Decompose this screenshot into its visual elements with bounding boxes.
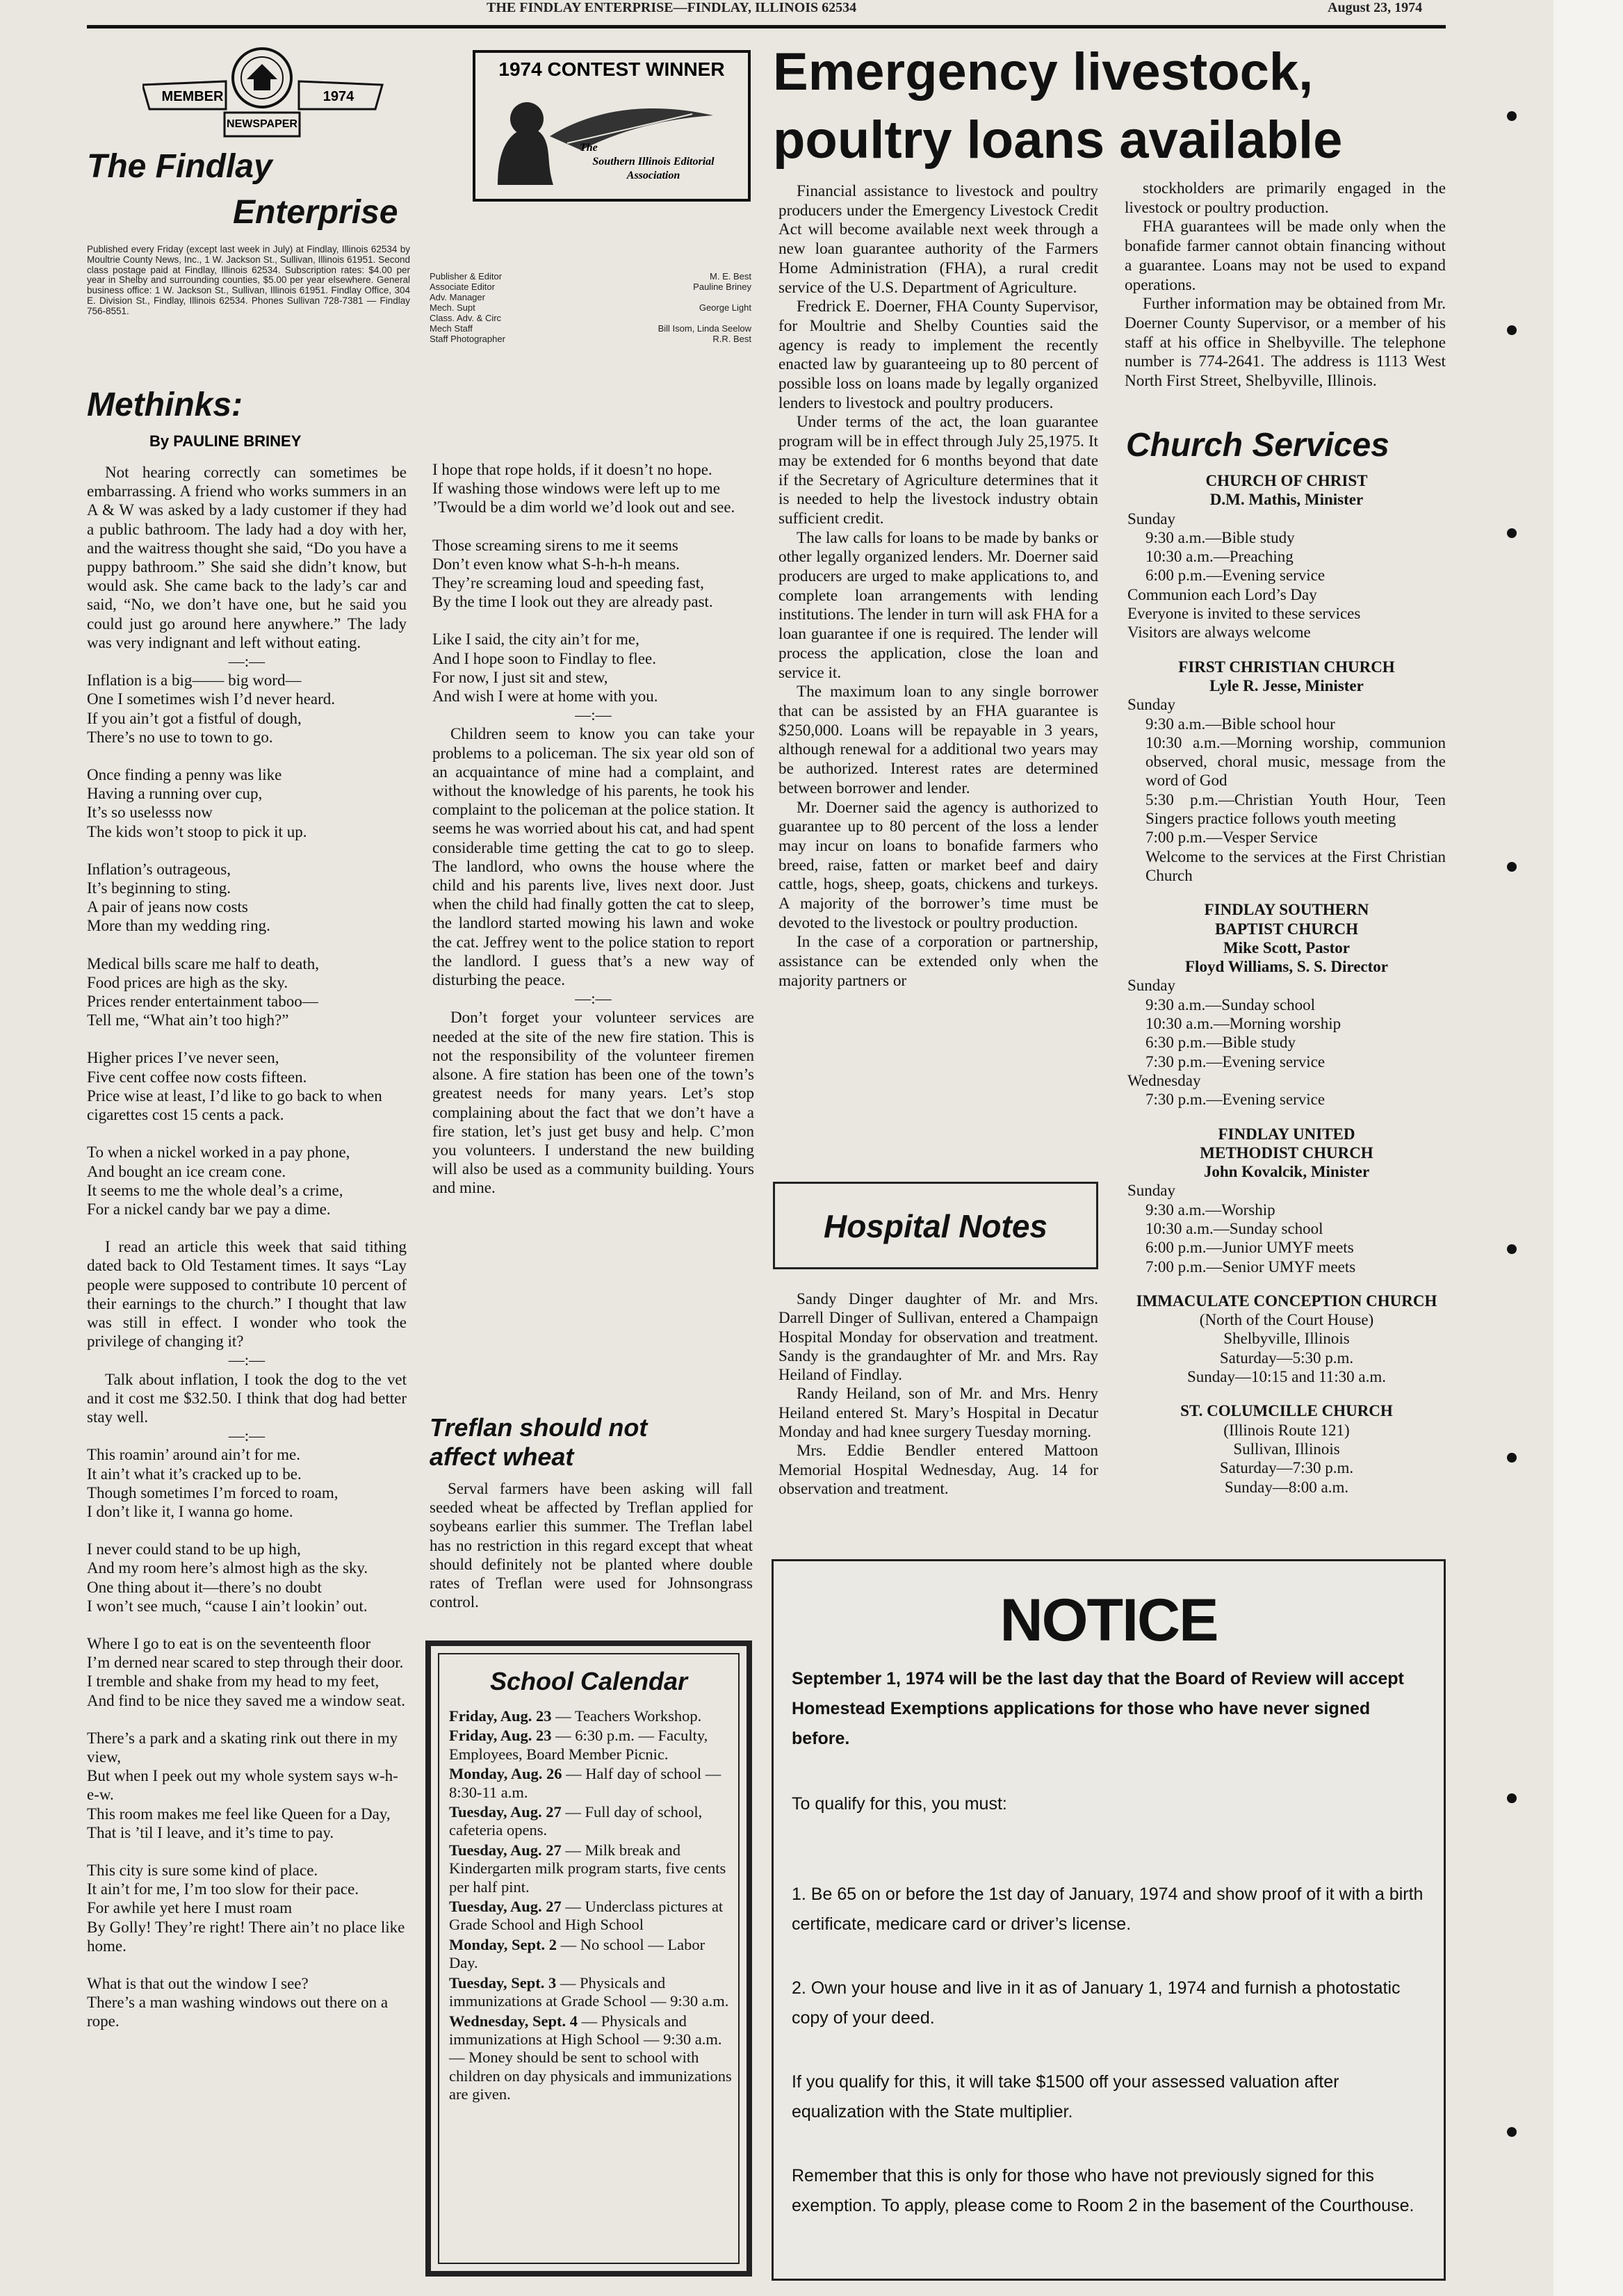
member-label: MEMBER [161, 89, 224, 104]
calendar-entry [449, 1936, 733, 1973]
calendar-entry [449, 1803, 733, 1840]
verse-line: That is ’til I leave, and it’s time to pay. [87, 1823, 334, 1841]
calendar-date: Monday, Sept. 2 [449, 1935, 557, 1953]
verse-line: Inflation’s outrageous, [87, 860, 231, 878]
church-name: Mike Scott, Pastor [1223, 938, 1351, 956]
binder-hole-icon [1507, 1453, 1517, 1463]
verse-line: Higher prices I’ve never seen, [87, 1049, 279, 1067]
church-name: D.M. Mathis, Minister [1209, 491, 1364, 509]
verse-line: Price wise at least, I’d like to go back to when cigarettes cost 15 cents a pack. [87, 1086, 382, 1124]
section-separator: —:— [228, 1351, 266, 1369]
service-time: 7:00 p.m.—Senior UMYF meets [1145, 1257, 1356, 1276]
service-day: Sunday [1127, 1182, 1175, 1200]
stanza-gap [87, 1615, 407, 1634]
verse-line: I’m derned near scared to step through their door. [87, 1654, 404, 1672]
verse-line: I tremble and shake from my head to my feet, [87, 1672, 380, 1691]
church-name: METHODIST CHURCH [1200, 1143, 1373, 1162]
calendar-text: — No school — Labor Day. [449, 1935, 706, 1972]
stanza-gap [87, 1029, 407, 1048]
binder-hole-icon [1507, 2127, 1517, 2137]
verse-stanza [87, 765, 407, 841]
verse-line: I hope that rope holds, if it doesn’t no hope. [432, 461, 712, 478]
binder-hole-icon [1507, 528, 1517, 538]
paragraph: Don’t forget your volunteer services are needed at the site of the new fire station. This is not the responsibility of the volunteer firemen alsone. A fire station has been one of the town’s greatest needs for many years. Let’s stop complaining about the fact that we don’t have a fire station, let’s just get busy and help. C’mon you volunteers. I understand the new building will also be used as a community building. Yours and mine. [432, 1009, 754, 1197]
calendar-entry [449, 1765, 733, 1802]
methinks-title: Methinks: [87, 386, 243, 423]
verse-line: There’s no use to town to go. [87, 728, 273, 746]
calendar-date: Tuesday, Sept. 3 [449, 1973, 557, 1992]
church-entry [1127, 471, 1446, 642]
paragraph: FHA guarantees will be made only when the bonafide farmer cannot obtain financing without a guarantee. Loans may not be used to expand operations. [1125, 218, 1446, 294]
service-time: 5:30 p.m.—Christian Youth Hour, Teen Singers practice follows youth meeting [1145, 790, 1446, 828]
verse-line: For a nickel candy bar we pay a dime. [87, 1200, 331, 1218]
paragraph: stockholders are primarily engaged in the livestock or poultry production. [1125, 179, 1446, 217]
service-time: Welcome to the services at the First Christian Church [1145, 847, 1446, 884]
calendar-date: Tuesday, Aug. 27 [449, 1898, 562, 1916]
contest-sub2: Southern Illinois Editorial [592, 156, 715, 168]
verse-line: Where I go to eat is on the seventeenth floor [87, 1634, 371, 1652]
notice-qualify: To qualify for this, you must: [792, 1794, 1007, 1814]
church-entry [1127, 1401, 1446, 1496]
church-name: ST. COLUMCILLE CHURCH [1180, 1402, 1393, 1420]
verse-line: I never could stand to be up high, [87, 1540, 301, 1558]
paragraph: Financial assistance to livestock and poultry producers under the Emergency Livestock Credit Act will become available next week through a new loan guarantee authority of the Farmers Home Administration (FHA), a rural credit service of the U.S. Department of Agriculture. [778, 182, 1098, 297]
verse-line: If you ain’t got a fistful of dough, [87, 709, 302, 727]
verse-line: The kids won’t stoop to pick it up. [87, 822, 307, 840]
verse-line: It’s so uselesss now [87, 804, 213, 822]
service-info: Saturday—5:30 p.m. [1219, 1349, 1354, 1367]
notice-benefit: If you qualify for this, it will take $1500 off your assessed valuation after equalization with the State multiplier. [792, 2072, 1339, 2122]
calendar-entry [449, 1707, 733, 1725]
treflan-headline [430, 1413, 647, 1472]
church-name: FINDLAY SOUTHERN [1204, 901, 1369, 919]
binder-hole-icon [1507, 862, 1517, 872]
verse-line: And wish I were at home with you. [432, 687, 658, 706]
verse-line: To when a nickel worked in a pay phone, [87, 1143, 350, 1162]
verse-line: And bought an ice cream cone. [87, 1162, 286, 1180]
calendar-date: Friday, Aug. 23 [449, 1727, 552, 1745]
church-services-title: Church Services [1126, 427, 1389, 464]
staff-row: Class. Adv. & Circ [430, 313, 502, 323]
service-time: 6:00 p.m.—Evening service [1145, 567, 1326, 585]
methinks-byline: By PAULINE BRINEY [149, 432, 302, 450]
school-calendar-box [425, 1640, 752, 2277]
paragraph: I read an article this week that said tithing dated back to Old Testament times. It says “Lay people were supposed to contribute 10 percent of their earnings to the church.” I thought that law was still in effect. I wonder who took the privilege of changing it? [87, 1238, 407, 1351]
stanza-gap [87, 1710, 407, 1729]
service-time: 7:30 p.m.—Evening service [1145, 1052, 1326, 1070]
page-margin-strip [1553, 0, 1623, 2296]
verse-line: It seems to me the whole deal’s a crime, [87, 1181, 343, 1199]
service-time: 9:30 a.m.—Bible study [1145, 528, 1295, 546]
stanza-gap [87, 841, 407, 860]
verse-stanza [87, 1048, 407, 1124]
verse-line: Food prices are high as the sky. [87, 973, 288, 991]
paragraph: Sandy Dinger daughter of Mr. and Mrs. Darrell Dinger of Sullivan, entered a Champaign Hospital Monday for observation and treatment. Sandy is the grandaughter of Mr. and Mrs. Ray Heiland of Findlay. [778, 1290, 1098, 1384]
verse-line: But when I peek out my whole system says w-h-e-w. [87, 1767, 398, 1804]
paragraph: The maximum loan to any single borrower that can be assisted by an FHA guarantee is $250,000. Loans will be repayable in 3 years, although renewal for a additional two years may be authorized. Interest rates are determined between borrower and lender. [778, 683, 1098, 797]
calendar-text: — Half day of school — 8:30-11 a.m. [449, 1765, 721, 1801]
stanza-gap [87, 1219, 407, 1237]
verse-line: Medical bills scare me half to death, [87, 954, 320, 972]
binder-hole-icon [1507, 111, 1517, 121]
calendar-text: — Full day of school, cafeteria opens. [449, 1803, 703, 1839]
verse-line: By Golly! They’re right! There ain’t no place like home. [87, 1918, 405, 1955]
stanza-gap [87, 1955, 407, 1974]
verse-stanza [87, 954, 407, 1030]
service-day: Sunday [1127, 696, 1175, 714]
hospital-notes-box [773, 1182, 1098, 1269]
paragraph: In the case of a corporation or partnership, assistance can be extended only when the majority partners or [778, 933, 1098, 990]
folio-date: August 23, 1974 [1328, 0, 1423, 15]
calendar-date: Friday, Aug. 23 [449, 1707, 552, 1725]
contest-winner-box [473, 50, 751, 202]
verse-line: And my room here’s almost high as the sky. [87, 1559, 368, 1577]
calendar-text: — Physicals and immunizations at Grade School — 9:30 a.m. [449, 1973, 729, 2010]
school-calendar-title: School Calendar [489, 1667, 688, 1695]
calendar-entry [449, 1974, 733, 2011]
calendar-date: Tuesday, Aug. 27 [449, 1841, 562, 1859]
verse-stanza [432, 460, 754, 517]
contest-sub1: The [580, 142, 598, 154]
verse-line: What is that out the window I see? [87, 1975, 309, 1993]
verse-stanza [87, 1861, 407, 1955]
folio-center: THE FINDLAY ENTERPRISE—FINDLAY, ILLINOIS 62534 [487, 0, 857, 15]
binder-hole-icon [1507, 325, 1517, 335]
publication-info: Published every Friday (except last week in July) at Findlay, Illinois 62534 by Moultrie County News, Inc., 1 W. Jackson St., Sullivan, Illinois 61951. Second class postage paid at Findlay, Illinois 62534. Subscription rates: $4.00 per year in Shelby and surrounding counties, $5.00 per year elsewhere. General business office: 1 W. Jackson St., Sullivan, Illinois 61951. Findlay Office, 304 E. Division St., Findlay, Illinois 62534. Phones Sullivan 728-7381 — Findlay 756-8551. [87, 244, 410, 316]
church-entry [1127, 900, 1446, 1109]
binder-hole-icon [1507, 1793, 1517, 1803]
verse-line: Prices render entertainment taboo— [87, 993, 318, 1011]
church-name: BAPTIST CHURCH [1215, 920, 1358, 938]
nameplate-line1: The Findlay [87, 148, 272, 185]
calendar-entry [449, 1841, 733, 1896]
verse-line: And I hope soon to Findlay to flee. [432, 649, 656, 667]
service-time: 10:30 a.m.—Morning worship, communion observed, choral music, message from the word of God [1145, 733, 1446, 790]
church-name: IMMACULATE CONCEPTION CHURCH [1136, 1292, 1437, 1310]
hospital-notes-body [778, 1289, 1098, 1498]
service-time: 6:30 p.m.—Bible study [1145, 1034, 1296, 1052]
calendar-date: Tuesday, Aug. 27 [449, 1803, 562, 1821]
staff-row: Associate Editor Pauline Briney [430, 282, 751, 292]
verse-stanza [87, 1974, 407, 2031]
notice-lead: September 1, 1974 will be the last day that the Board of Review will accept Homestead Exemptions applications for those who have never signed before. [792, 1669, 1404, 1748]
verse-line: It’s beginning to sting. [87, 879, 231, 897]
church-name: Lyle R. Jesse, Minister [1209, 676, 1364, 694]
verse-stanza [87, 1729, 407, 1842]
service-day: Everyone is invited to these services [1127, 605, 1361, 623]
section-separator: —:— [228, 1427, 266, 1445]
church-services-list [1127, 471, 1446, 1512]
verse-stanza [87, 860, 407, 936]
service-info: Sullivan, Illinois [1233, 1440, 1340, 1458]
verse-line: There’s a park and a skating rink out there in my view, [87, 1729, 398, 1766]
verse-line: This roamin’ around ain’t for me. [87, 1446, 301, 1464]
verse-stanza [87, 1143, 407, 1219]
paragraph: Mr. Doerner said the agency is authorized to guarantee up to 80 percent of the loss a lender may incur on loans to bonafide farmers who breed, raise, fatten or market beef and dairy cattle, hogs, sheep, goats, chickens and turkeys. A majority of the borrower’s time must be devoted to the livestock or poultry production. [778, 798, 1098, 932]
verse-line: This room makes me feel like Queen for a Day, [87, 1805, 391, 1823]
staff-row: Mech. Supt George Light [430, 302, 751, 313]
livestock-headline [773, 38, 1342, 174]
school-calendar-list [449, 1707, 733, 2106]
service-time: 7:00 p.m.—Vesper Service [1145, 829, 1318, 847]
stanza-gap [87, 936, 407, 954]
service-day: Sunday [1127, 977, 1175, 995]
stanza-gap [87, 747, 407, 765]
service-time: 10:30 a.m.—Morning worship [1145, 1015, 1341, 1033]
verse-line: They’re screaming loud and speeding fast, [432, 574, 704, 592]
verse-line: One I sometimes wish I’d never heard. [87, 690, 336, 708]
verse-line: Having a running over cup, [87, 785, 263, 803]
verse-line: For now, I just sit and stew, [432, 668, 608, 686]
stanza-gap [87, 1842, 407, 1861]
methinks-column-1 [87, 463, 407, 2263]
calendar-text: — Physicals and immunizations at High School — 9:30 a.m. — Money should be sent to school with children on day physicals and immunizations are given. [449, 2012, 732, 2103]
service-time: 9:30 a.m.—Bible school hour [1145, 715, 1335, 733]
livestock-column-1 [778, 182, 1098, 991]
livestock-headline-line2: poultry loans available [773, 111, 1343, 170]
methinks-column-2 [432, 460, 754, 1426]
binder-hole-icon [1507, 1244, 1517, 1254]
nameplate-line2: Enterprise [233, 194, 398, 231]
paragraph: The law calls for loans to be made by banks or other legally organized lenders. Mr. Doerner said producers are urged to make applications to, and complete loan arrangements with lending institutions. The lender in turn will ask FHA for a loan guarantee if one is required. The lender will process the application, close the loan and service it. [778, 528, 1098, 682]
service-day: Wednesday [1127, 1071, 1201, 1089]
verse-stanza [432, 630, 754, 706]
church-name: John Kovalcik, Minister [1203, 1163, 1370, 1181]
church-entry [1127, 1292, 1446, 1386]
notice-title: NOTICE [1000, 1587, 1218, 1654]
notice-item-1: 1. Be 65 on or before the 1st day of January, 1974 and show proof of it with a birth certificate, medicare card or driver’s license. [792, 1884, 1424, 1934]
service-time: 6:00 p.m.—Junior UMYF meets [1145, 1239, 1354, 1257]
verse-line: Don’t even know what S-h-h-h means. [432, 555, 680, 573]
paragraph: Not hearing correctly can sometimes be embarrassing. A friend who works summers in an A & W was asked by a lady customer if they had a public bathroom. The lady had a doy with her, and the waitress thought she said, “Do you have a puppy bathroom.” She said she didn’t know, but would ask. She came back to the lady’s car and said, “No, we don’t have one, but he said you could just go around here anywhere.” The lady was very indignant and left without eating. [87, 464, 407, 651]
calendar-entry [449, 1727, 733, 1764]
treflan-headline-line2: affect wheat [430, 1442, 574, 1471]
verse-line: ’Twould be a dim world we’d look out and see. [432, 498, 735, 516]
treflan-body: Serval farmers have been asking will fall seeded wheat be affected by Treflan applied for soybeans earlier this summer. The Treflan label has no restriction in this regard except that wheat should definitely not be planted where double rates of Treflan were used for Johnsongrass control. [430, 1480, 753, 1611]
staff-row: Publisher & Editor M. E. Best [430, 271, 751, 282]
verse-line: For awhile yet here I must roam [87, 1899, 293, 1917]
calendar-text: — Underclass pictures at Grade School and High School [449, 1898, 724, 1934]
verse-line: I won’t see much, “cause I ain’t lookin’ out. [87, 1597, 368, 1615]
member-newspaper: NEWSPAPER [227, 118, 297, 130]
livestock-headline-line1: Emergency livestock, [773, 42, 1314, 101]
service-info: Sunday—10:15 and 11:30 a.m. [1187, 1368, 1386, 1386]
verse-line: One thing about it—there’s no doubt [87, 1578, 322, 1596]
paragraph: Randy Heiland, son of Mr. and Mrs. Henry Heiland entered St. Mary’s Hospital in Decatur Monday and had knee surgery Tuesday morning. [778, 1385, 1098, 1441]
member-year: 1974 [323, 89, 354, 104]
member-badge [142, 43, 386, 140]
notice-remember: Remember that this is only for those who have not previously signed for this exemption. To apply, please come to Room 2 in the basement of the Courthouse. [792, 2166, 1414, 2215]
notice-item-2: 2. Own your house and live in it as of January 1, 1974 and furnish a photostatic copy of your deed. [792, 1978, 1401, 2028]
service-info: Shelbyville, Illinois [1223, 1330, 1350, 1348]
church-entry [1127, 658, 1446, 886]
service-time: 10:30 a.m.—Preaching [1145, 548, 1294, 566]
verse-line: If washing those windows were left up to me [432, 480, 720, 498]
verse-line: More than my wedding ring. [87, 917, 270, 935]
contest-title: 1974 CONTEST WINNER [498, 58, 725, 80]
verse-stanza [87, 1540, 407, 1615]
verse-line: I don’t like it, I wanna go home. [87, 1502, 293, 1520]
paragraph: Fredrick E. Doerner, FHA County Supervisor, for Moultrie and Shelby Counties said the agency is ready to implement the recently enacted law by guaranteeing up to 80 percent of possible loss on loans made by legally organized lenders to livestock and poultry producers. [778, 298, 1098, 412]
calendar-date: Wednesday, Sept. 4 [449, 2012, 578, 2030]
verse-line: Those screaming sirens to me it seems [432, 536, 678, 554]
stanza-gap [432, 517, 754, 536]
staff-row: Adv. Manager [430, 292, 485, 302]
verse-line: Though sometimes I’m forced to roam, [87, 1483, 339, 1501]
verse-line: This city is sure some kind of place. [87, 1862, 318, 1879]
verse-line: Tell me, “What ain’t too high?” [87, 1011, 289, 1029]
verse-line: It ain’t for me, I’m too slow for their pace. [87, 1880, 359, 1898]
section-separator: —:— [575, 706, 612, 724]
verse-line: A pair of jeans now costs [87, 898, 248, 916]
paragraph: Under terms of the act, the loan guarantee program will be in effect through July 25,1975. It may be extended for 6 months beyond that date if the Secretary of Agriculture determines that it is needed to help the livestock industry obtain sufficient credit. [778, 413, 1098, 528]
verse-line: Inflation is a big—— big word— [87, 671, 302, 690]
paragraph: Mrs. Eddie Bendler entered Mattoon Memorial Hospital Wednesday, Aug. 14 for observation and treatment. [778, 1442, 1098, 1497]
stanza-gap [87, 1521, 407, 1540]
church-name: Floyd Williams, S. S. Director [1185, 958, 1388, 976]
verse-stanza [87, 1445, 407, 1521]
verse-line: By the time I look out they are already past. [432, 593, 713, 611]
service-info: Sunday—8:00 a.m. [1224, 1478, 1349, 1496]
service-time: 10:30 a.m.—Sunday school [1145, 1219, 1323, 1237]
service-time: 9:30 a.m.—Sunday school [1145, 995, 1316, 1013]
section-separator: —:— [228, 653, 266, 671]
calendar-entry [449, 1898, 733, 1935]
stanza-gap [87, 1124, 407, 1143]
service-time: 7:30 p.m.—Evening service [1145, 1091, 1326, 1109]
calendar-entry [449, 2012, 733, 2104]
church-entry [1127, 1125, 1446, 1276]
staff-row: Mech Staff Bill Isom, Linda Seelow [430, 323, 751, 334]
homestead-notice-box [772, 1559, 1446, 2281]
verse-stanza [432, 536, 754, 612]
top-rule [87, 25, 1446, 29]
treflan-article [430, 1479, 753, 1611]
service-day: Visitors are always welcome [1127, 624, 1311, 642]
paragraph: Talk about inflation, I took the dog to the vet and it cost me $32.50. I think that dog had better stay well. [87, 1370, 407, 1426]
service-info: Saturday—7:30 p.m. [1219, 1459, 1354, 1477]
service-time: 9:30 a.m.—Worship [1145, 1200, 1275, 1219]
hospital-notes-title: Hospital Notes [823, 1208, 1048, 1244]
church-name: FINDLAY UNITED [1218, 1125, 1355, 1143]
service-info: (North of the Court House) [1199, 1311, 1374, 1329]
verse-line: Like I said, the city ain’t for me, [432, 630, 639, 649]
service-day: Sunday [1127, 510, 1175, 528]
section-separator: —:— [575, 990, 612, 1008]
service-info: (Illinois Route 121) [1223, 1421, 1350, 1439]
calendar-date: Monday, Aug. 26 [449, 1765, 562, 1783]
paragraph: Further information may be obtained from Mr. Doerner County Supervisor, or a member of his staff at his office in Shelbyville. The telephone number is 774-2641. The address is 1113 West North First Street, Shelbyville, Illinois. [1125, 295, 1446, 391]
calendar-text: — 6:30 p.m. — Faculty, Employees, Board Member Picnic. [449, 1727, 708, 1763]
staff-row: Staff Photographer R.R. Best [430, 334, 751, 344]
staff-list [430, 271, 751, 344]
church-name: CHURCH OF CHRIST [1205, 472, 1368, 489]
verse-stanza [87, 1634, 407, 1710]
verse-line: Once finding a penny was like [87, 766, 282, 784]
verse-stanza [87, 671, 407, 747]
treflan-headline-line1: Treflan should not [430, 1413, 648, 1442]
calendar-text: — Milk break and Kindergarten milk program starts, five cents per half pint. [449, 1841, 726, 1896]
livestock-column-2 [1125, 179, 1446, 391]
verse-line: It ain’t what it’s cracked up to be. [87, 1465, 302, 1483]
service-day: Communion each Lord’s Day [1127, 585, 1317, 603]
contest-sub3: Association [626, 170, 680, 181]
verse-line: And find to be nice they saved me a window seat. [87, 1691, 405, 1709]
stanza-gap [432, 611, 754, 630]
paragraph: Children seem to know you can take your problems to a policeman. The six year old son of an acquaintance of mine had a complaint, and without the knowledge of his parents, he took his complaint to the policeman at the police station. It seems he was worried about his cat, and had spent considerable time getting the cat to go to sleep. The landlord, who owns the house where the child and his parents live, lives next door. Just when the child had finally gotten the cat to sleep, the landlord started mowing his lawn and woke the cat. Jeffrey went to the police station to report the landlord. I guess that’s a new way of disturbing the peace. [432, 725, 754, 989]
church-name: FIRST CHRISTIAN CHURCH [1178, 658, 1395, 676]
calendar-text: — Teachers Workshop. [551, 1707, 702, 1725]
verse-line: There’s a man washing windows out there on a rope. [87, 1994, 389, 2030]
verse-line: Five cent coffee now costs fifteen. [87, 1068, 307, 1086]
